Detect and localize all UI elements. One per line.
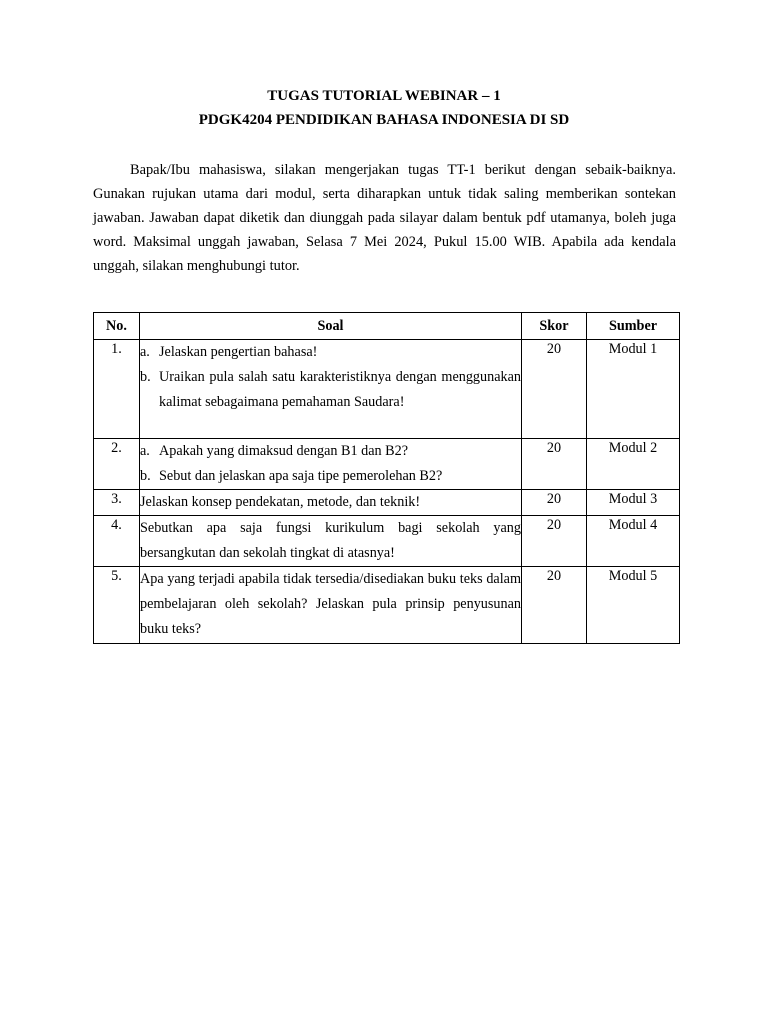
question-cell — [140, 516, 522, 567]
question-cell — [140, 567, 522, 644]
table-row — [94, 340, 680, 439]
item-text: Apakah yang dimaksud dengan B1 dan B2? — [159, 443, 409, 459]
source-cell: Modul 3 — [587, 490, 680, 516]
item-text: Jelaskan pengertian bahasa! — [159, 344, 318, 360]
source-cell: Modul 4 — [587, 516, 680, 567]
item-text: Uraikan pula salah satu karakteristiknya dengan menggunakan kalimat sebagaimana pemahaman Saudara! — [159, 369, 521, 410]
row-number: 3. — [94, 490, 140, 516]
item-label: b. — [140, 369, 151, 385]
source-cell: Modul 2 — [587, 439, 680, 490]
question-item — [140, 340, 521, 365]
score-cell: 20 — [522, 439, 587, 490]
intro-paragraph — [93, 158, 676, 278]
table-row — [94, 439, 680, 490]
question-cell — [140, 490, 522, 516]
source-cell: Modul 5 — [587, 567, 680, 644]
item-text: Sebut dan jelaskan apa saja tipe pemerolehan B2? — [159, 468, 443, 484]
intro-text: Bapak/Ibu mahasiswa, silakan mengerjakan tugas TT-1 berikut dengan sebaik-baiknya. Gunakan rujukan utama dari modul, serta diharapkan untuk tidak saling memberikan sontekan jawaban. Jawaban dapat diketik dan diunggah pada silayar dalam bentuk pdf utamanya, boleh juga word. Maksimal unggah jawaban, Selasa 7 Mei 2024, Pukul 15.00 WIB. Apabila ada kendala unggah, silakan menghubungi tutor. — [93, 162, 676, 274]
item-label: a. — [140, 344, 150, 360]
task-table — [93, 312, 680, 644]
row-number: 4. — [94, 516, 140, 567]
course-title: PDGK4204 PENDIDIKAN BAHASA INDONESIA DI SD — [198, 112, 570, 128]
score-cell: 20 — [522, 567, 587, 644]
score-cell: 20 — [522, 516, 587, 567]
question-item — [140, 464, 521, 489]
item-label: b. — [140, 468, 151, 484]
row-number: 1. — [94, 340, 140, 439]
score-cell: 20 — [522, 490, 587, 516]
question-item — [140, 365, 521, 415]
document-title: TUGAS TUTORIAL WEBINAR – 1 — [267, 88, 501, 104]
question-cell — [140, 439, 522, 490]
table-row — [94, 490, 680, 516]
question-text: Apa yang terjadi apabila tidak tersedia/disediakan buku teks dalam pembelajaran oleh sekolah? Jelaskan pula prinsip penyusunan buku teks? — [140, 571, 521, 637]
header-soal: Soal — [140, 313, 522, 340]
question-cell — [140, 340, 522, 439]
question-item — [140, 439, 521, 464]
table-header-row — [94, 313, 680, 340]
score-cell: 20 — [522, 340, 587, 439]
question-text: Jelaskan konsep pendekatan, metode, dan teknik! — [140, 494, 421, 510]
header-skor: Skor — [522, 313, 587, 340]
row-number: 2. — [94, 439, 140, 490]
table-row — [94, 567, 680, 644]
source-cell: Modul 1 — [587, 340, 680, 439]
question-text: Sebutkan apa saja fungsi kurikulum bagi sekolah yang bersangkutan dan sekolah tingkat di atasnya! — [140, 520, 521, 561]
table-row — [94, 516, 680, 567]
header-sumber: Sumber — [587, 313, 680, 340]
header-no: No. — [94, 313, 140, 340]
item-label: a. — [140, 443, 150, 459]
row-number: 5. — [94, 567, 140, 644]
